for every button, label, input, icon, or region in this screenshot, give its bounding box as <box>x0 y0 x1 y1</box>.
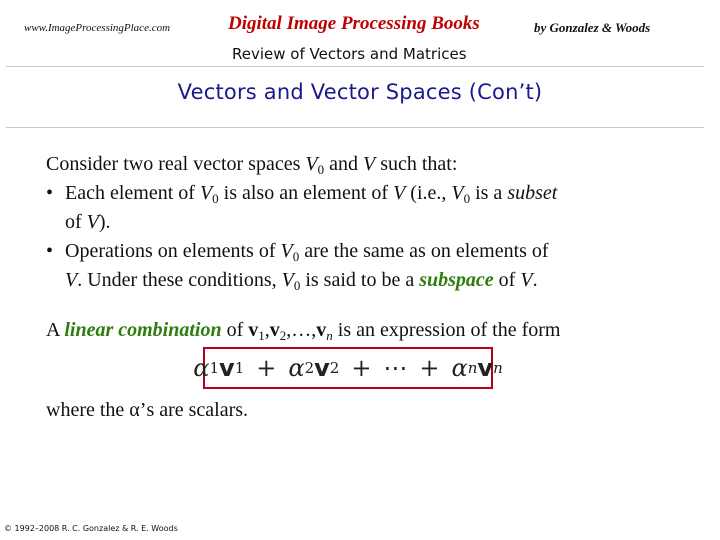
subset-term: subset <box>507 182 558 204</box>
title-divider <box>6 127 704 128</box>
site-url: www.ImageProcessingPlace.com <box>24 22 171 34</box>
subspace-term: subspace <box>419 269 494 291</box>
alpha-symbol: α <box>129 399 140 421</box>
section-title: Review of Vectors and Matrices <box>232 45 467 63</box>
intro-line: Consider two real vector spaces $V_0$ and V such that: <box>46 153 458 177</box>
bullet-subset: • Each element of $V_0$ is also an element of V (i.e., $V_0$ is a subset of V). <box>46 179 711 237</box>
slide-body <box>46 150 711 295</box>
linear-combination-line: A linear combination of $v_1,v_2,\dots,v_n$ is an expression of the form <box>46 319 561 343</box>
bullet-subspace: • Operations on elements of $V_0$ are the same as on elements of V. Under these conditions, $V_0$ is said to be a subspace of V. <box>46 237 711 295</box>
v-symbol: V <box>362 153 376 175</box>
linear-combination-term: linear combination <box>64 319 222 341</box>
book-authors: by Gonzalez & Woods <box>534 20 651 35</box>
bullet-mark: • <box>46 182 54 204</box>
top-divider <box>6 66 704 67</box>
bullet-mark: • <box>46 240 54 262</box>
book-title: Digital Image Processing Books <box>228 13 480 34</box>
linear-combination-formula: α 1 v 1 + α 2 v 2 + ⋯ + α n v n <box>193 354 503 382</box>
scalars-line: where the α’s are scalars. <box>46 399 249 421</box>
slide-title: Vectors and Vector Spaces (Con’t) <box>177 80 543 104</box>
formula-box <box>193 347 503 389</box>
v0-symbol: $V_0$ <box>305 153 325 177</box>
copyright: © 1992–2008 R. C. Gonzalez & R. E. Woods <box>4 524 178 533</box>
